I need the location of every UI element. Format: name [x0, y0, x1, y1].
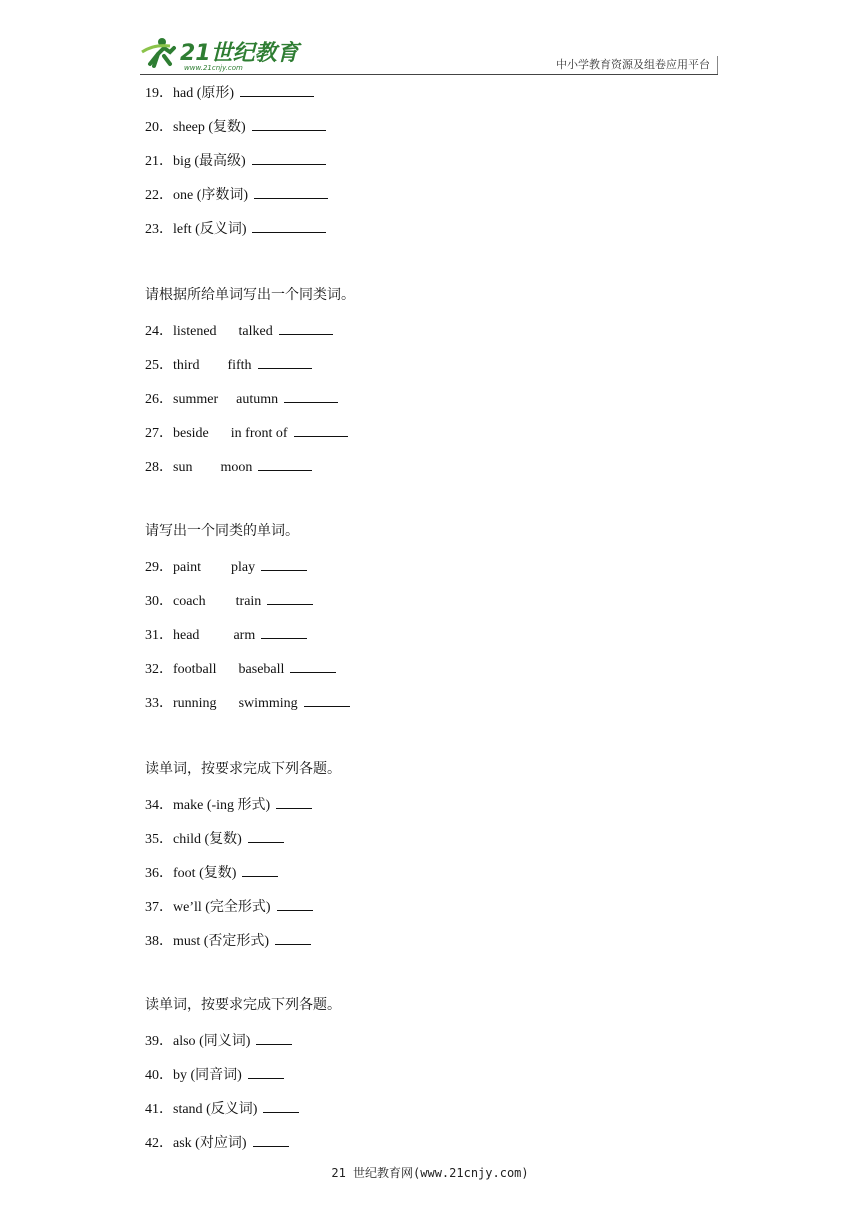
- question-19: 19．had (原形): [145, 82, 314, 104]
- section-instruction: 请根据所给单词写出一个同类词。: [145, 288, 355, 303]
- answer-blank[interactable]: [253, 1132, 289, 1147]
- answer-blank[interactable]: [275, 930, 311, 945]
- answer-blank[interactable]: [240, 82, 314, 97]
- question-23: 23．left (反义词): [145, 218, 326, 240]
- question-28: 28．sun moon: [145, 456, 312, 478]
- logo-text: 21世纪教育: [180, 41, 299, 66]
- question-36: 36．foot (复数): [145, 862, 278, 884]
- answer-blank[interactable]: [294, 422, 348, 437]
- answer-blank[interactable]: [276, 794, 312, 809]
- question-33: 33．running swimming: [145, 692, 350, 714]
- answer-blank[interactable]: [267, 590, 313, 605]
- header-divider: [717, 56, 718, 75]
- answer-blank[interactable]: [290, 658, 336, 673]
- answer-blank[interactable]: [252, 218, 326, 233]
- answer-blank[interactable]: [256, 1030, 292, 1045]
- answer-blank[interactable]: [304, 692, 350, 707]
- question-29: 29．paint play: [145, 556, 307, 578]
- page-footer: 21 世纪教育网(www.21cnjy.com): [331, 1166, 529, 1180]
- logo: [140, 34, 299, 74]
- question-26: 26．summer autumn: [145, 388, 338, 410]
- question-37: 37．we’ll (完全形式): [145, 896, 313, 918]
- section-instruction: 读单词，按要求完成下列各题。: [145, 998, 341, 1013]
- answer-blank[interactable]: [261, 624, 307, 639]
- answer-blank[interactable]: [242, 862, 278, 877]
- question-22: 22．one (序数词): [145, 184, 328, 206]
- question-31: 31．head arm: [145, 624, 307, 646]
- question-24: 24．listened talked: [145, 320, 333, 342]
- question-30: 30．coach train: [145, 590, 313, 612]
- answer-blank[interactable]: [248, 1064, 284, 1079]
- question-41: 41．stand (反义词): [145, 1098, 299, 1120]
- question-42: 42．ask (对应词): [145, 1132, 289, 1154]
- answer-blank[interactable]: [261, 556, 307, 571]
- section-instruction: 读单词，按要求完成下列各题。: [145, 762, 341, 777]
- answer-blank[interactable]: [258, 456, 312, 471]
- logo-url: www.21cnjy.com: [184, 64, 243, 72]
- answer-blank[interactable]: [248, 828, 284, 843]
- logo-icon: [140, 34, 299, 74]
- question-38: 38．must (否定形式): [145, 930, 311, 952]
- question-27: 27．beside in front of: [145, 422, 348, 444]
- answer-blank[interactable]: [284, 388, 338, 403]
- answer-blank[interactable]: [254, 184, 328, 199]
- answer-blank[interactable]: [252, 150, 326, 165]
- question-25: 25．third fifth: [145, 354, 312, 376]
- question-39: 39．also (同义词): [145, 1030, 292, 1052]
- question-32: 32．football baseball: [145, 658, 336, 680]
- answer-blank[interactable]: [279, 320, 333, 335]
- answer-blank[interactable]: [252, 116, 326, 131]
- question-40: 40．by (同音词): [145, 1064, 284, 1086]
- question-34: 34．make (-ing 形式): [145, 794, 312, 816]
- question-20: 20．sheep (复数): [145, 116, 326, 138]
- question-21: 21．big (最高级): [145, 150, 326, 172]
- answer-blank[interactable]: [277, 896, 313, 911]
- answer-blank[interactable]: [258, 354, 312, 369]
- answer-blank[interactable]: [263, 1098, 299, 1113]
- page-header: [140, 34, 718, 76]
- site-name: 中小学教育资源及组卷应用平台: [556, 58, 710, 71]
- header-rule: [140, 74, 718, 75]
- section-instruction: 请写出一个同类的单词。: [145, 524, 299, 539]
- question-35: 35．child (复数): [145, 828, 284, 850]
